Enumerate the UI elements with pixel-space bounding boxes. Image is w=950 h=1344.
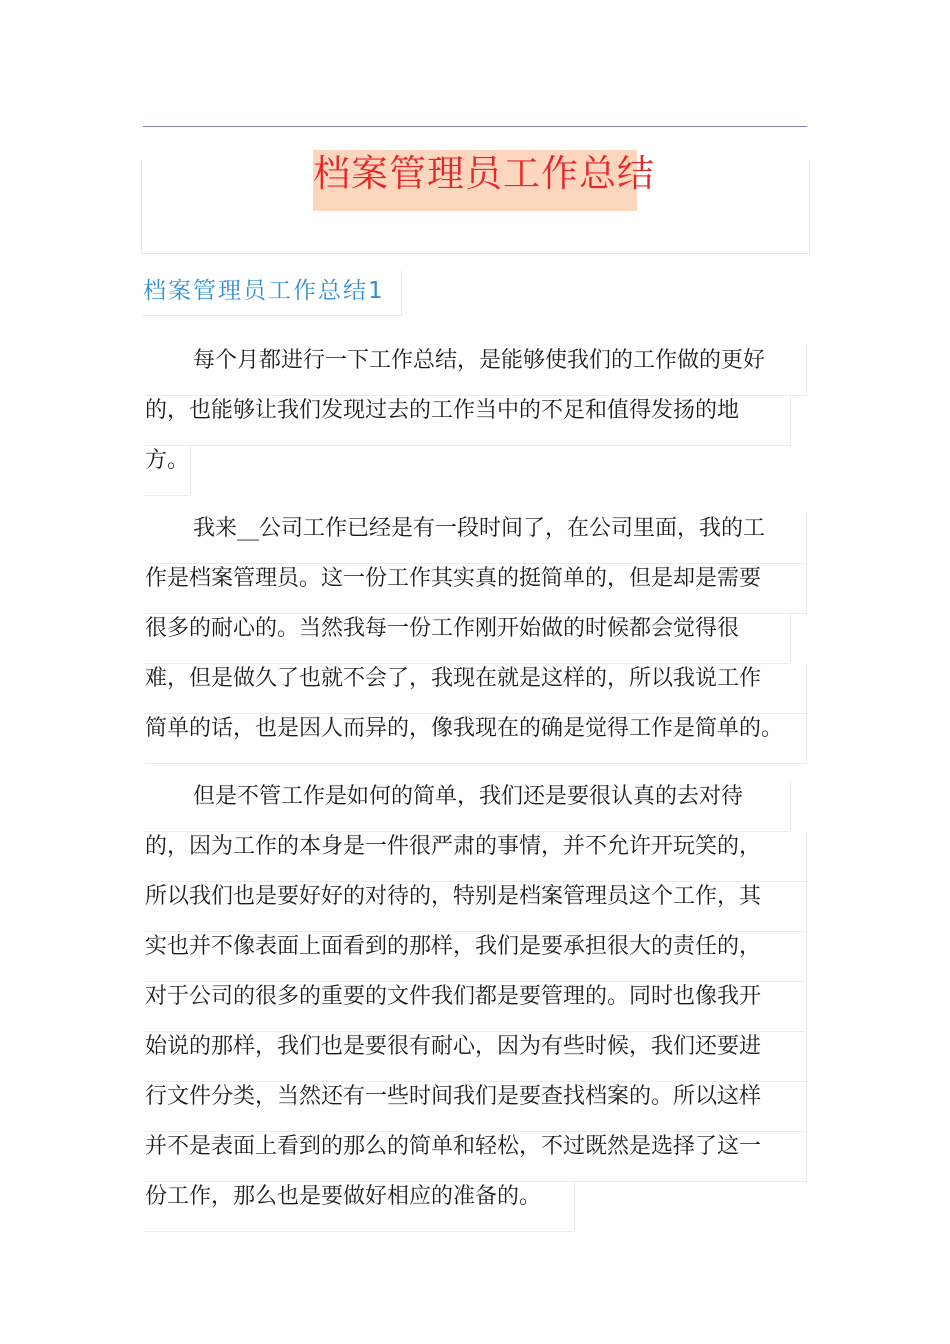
top-rule: [143, 126, 807, 127]
paragraph-3-line-7: 行文件分类，当然还有一些时间我们是要查找档案的。所以这样: [145, 1082, 807, 1132]
paragraph-3-line-6: 始说的那样，我们也是要很有耐心，因为有些时候，我们还要进: [145, 1032, 807, 1082]
paragraph-3-line-5: 对于公司的很多的重要的文件我们都是要管理的。同时也像我开: [145, 982, 807, 1032]
paragraph-1-line-2: 的，也能够让我们发现过去的工作当中的不足和值得发扬的地: [145, 396, 791, 446]
paragraph-2-line-5: 简单的话，也是因人而异的，像我现在的确是觉得工作是简单的。: [145, 714, 807, 764]
paragraph-3-line-3: 所以我们也是要好好的对待的，特别是档案管理员这个工作，其: [145, 882, 807, 932]
section-heading: 档案管理员工作总结1: [143, 271, 402, 316]
paragraph-3-line-1: 但是不管工作是如何的简单，我们还是要很认真的去对待: [145, 782, 791, 832]
paragraph-2-line-3: 很多的耐心的。当然我每一份工作刚开始做的时候都会觉得很: [145, 614, 791, 664]
paragraph-3-line-2: 的，因为工作的本身是一件很严肃的事情，并不允许开玩笑的，: [145, 832, 807, 882]
paragraph-3-line-9: 份工作，那么也是要做好相应的准备的。: [145, 1182, 575, 1232]
paragraph-1-line-1: 每个月都进行一下工作总结，是能够使我们的工作做的更好: [145, 346, 807, 396]
paragraph-1-line-3: 方。: [145, 446, 191, 496]
paragraph-3-line-8: 并不是表面上看到的那么的简单和轻松，不过既然是选择了这一: [145, 1132, 807, 1182]
document-title: 档案管理员工作总结: [313, 150, 637, 211]
paragraph-2-line-1: 我来__公司工作已经是有一段时间了，在公司里面，我的工: [145, 514, 807, 564]
paragraph-3-line-4: 实也并不像表面上面看到的那样，我们是要承担很大的责任的，: [145, 932, 807, 982]
paragraph-2-line-2: 作是档案管理员。这一份工作其实真的挺简单的，但是却是需要: [145, 564, 807, 614]
paragraph-2-line-4: 难，但是做久了也就不会了，我现在就是这样的，所以我说工作: [145, 664, 807, 714]
